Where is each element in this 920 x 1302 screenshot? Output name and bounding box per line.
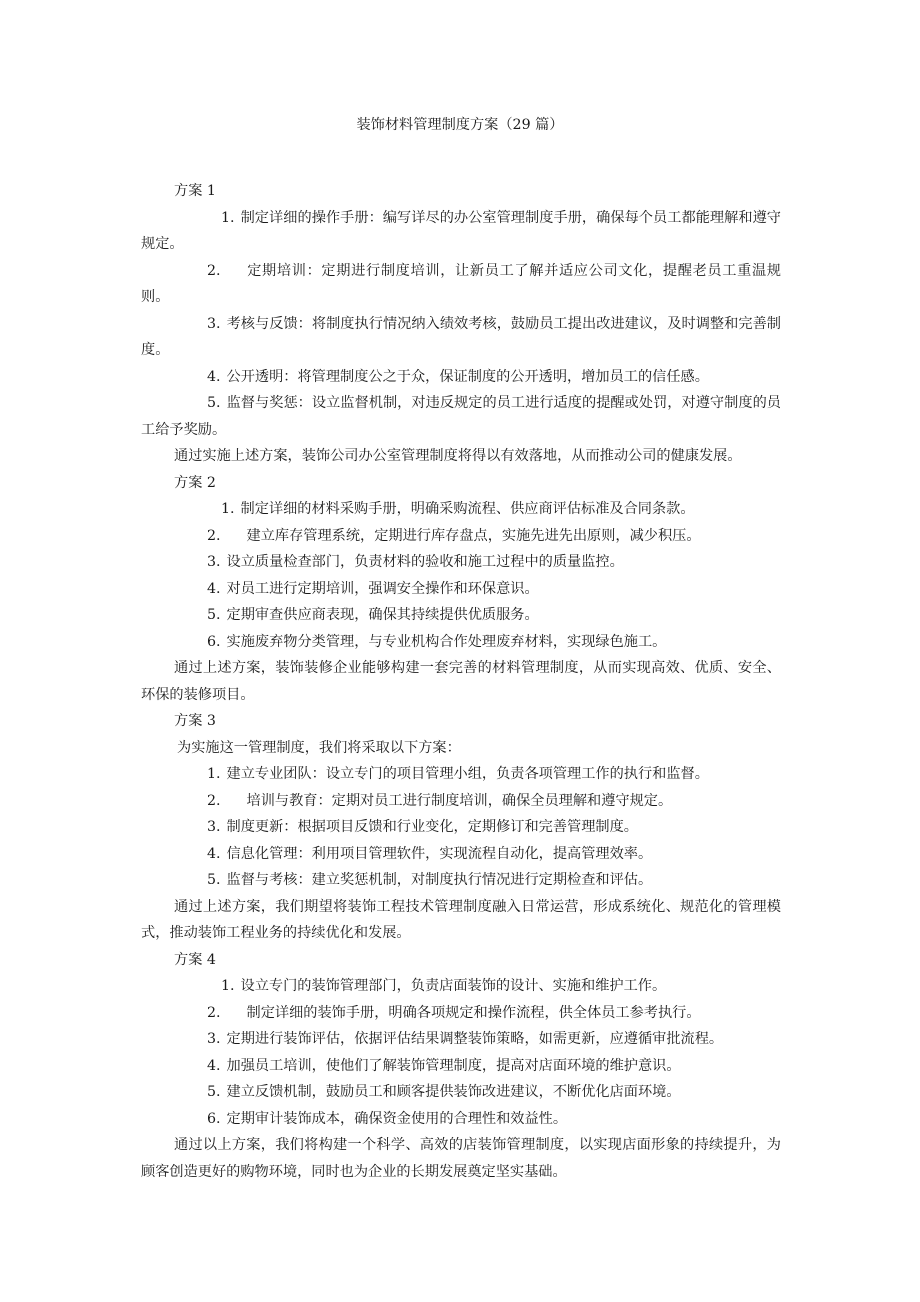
section-conclusion: 通过实施上述方案，装饰公司办公室管理制度将得以有效落地，从而推动公司的健康发展。 bbox=[174, 448, 742, 464]
item-text: 定期审计装饰成本，确保资金使用的合理性和效益性。 bbox=[226, 1110, 568, 1127]
list-item bbox=[141, 311, 781, 364]
item-number: 2. bbox=[207, 262, 221, 279]
section-intro: 为实施这一管理制度，我们将采取以下方案： bbox=[177, 739, 461, 756]
item-number: 5. bbox=[207, 1084, 221, 1100]
item-text: 制定详细的材料采购手册，明确采购流程、供应商评估标准及合同条款。 bbox=[240, 501, 695, 517]
item-text: 考核与反馈：将制度执行情况纳入绩效考核，鼓励员工提出改进建议，及时调整和完善制度。 bbox=[141, 315, 781, 358]
section-heading: 方案 4 bbox=[174, 951, 216, 968]
item-number: 1. bbox=[221, 501, 235, 517]
item-number: 2. bbox=[207, 792, 221, 809]
item-text: 建立反馈机制，鼓励员工和顾客提供装饰改进建议，不断优化店面环境。 bbox=[226, 1084, 681, 1100]
list-item bbox=[141, 364, 781, 391]
list-item bbox=[141, 496, 781, 523]
item-number: 6. bbox=[207, 1110, 221, 1127]
list-item bbox=[141, 973, 781, 1000]
item-text: 制度更新：根据项目反馈和行业变化，定期修订和完善管理制度。 bbox=[226, 819, 638, 835]
item-text: 设立专门的装饰管理部门，负责店面装饰的设计、实施和维护工作。 bbox=[240, 978, 667, 994]
item-text: 监督与奖惩：设立监督机制，对违反规定的员工进行适度的提醒或处罚，对遵守制度的员工给予奖励。 bbox=[141, 395, 781, 438]
section-heading: 方案 1 bbox=[174, 183, 216, 199]
item-text: 制定详细的操作手册：编写详尽的办公室管理制度手册，确保每个员工都能理解和遵守规定。 bbox=[141, 209, 781, 252]
item-text: 定期进行装饰评估，依据评估结果调整装饰策略，如需更新，应遵循审批流程。 bbox=[226, 1031, 724, 1047]
item-number: 1. bbox=[221, 978, 235, 994]
document-title: 装饰材料管理制度方案（29 篇） bbox=[356, 117, 564, 133]
item-number: 2. bbox=[207, 1004, 221, 1021]
item-number: 3. bbox=[207, 1031, 221, 1047]
section-conclusion: 通过以上方案，我们将构建一个科学、高效的店装饰管理制度，以实现店面形象的持续提升，为顾客创造更好的购物环境，同时也为企业的长期发展奠定坚实基础。 bbox=[141, 1137, 781, 1180]
item-text: 建立库存管理系统，定期进行库存盘点，实施先进先出原则，减少积压。 bbox=[246, 527, 701, 544]
item-text: 公开透明：将管理制度公之于众，保证制度的公开透明，增加员工的信任感。 bbox=[226, 368, 709, 385]
item-text: 定期审查供应商表现，确保其持续提供优质服务。 bbox=[226, 607, 539, 623]
item-number: 5. bbox=[207, 607, 221, 623]
section-heading: 方案 3 bbox=[174, 713, 216, 729]
item-text: 监督与考核：建立奖惩机制，对制度执行情况进行定期检查和评估。 bbox=[226, 872, 653, 888]
document-body bbox=[141, 178, 781, 1185]
item-text: 建立专业团队：设立专门的项目管理小组，负责各项管理工作的执行和监督。 bbox=[226, 766, 709, 782]
item-number: 6. bbox=[207, 633, 221, 650]
item-text: 对员工进行定期培训，强调安全操作和环保意识。 bbox=[226, 580, 539, 597]
list-item bbox=[141, 258, 781, 311]
list-item bbox=[141, 390, 781, 443]
item-number: 2. bbox=[207, 527, 221, 544]
list-item bbox=[141, 867, 781, 894]
item-number: 4. bbox=[207, 580, 221, 597]
item-text: 定期培训：定期进行制度培训，让新员工了解并适应公司文化，提醒老员工重温规则。 bbox=[141, 262, 781, 305]
item-text: 信息化管理：利用项目管理软件，实现流程自动化，提高管理效率。 bbox=[226, 845, 653, 862]
item-number: 1. bbox=[221, 209, 235, 226]
item-number: 5. bbox=[207, 395, 221, 411]
item-text: 培训与教育：定期对员工进行制度培训，确保全员理解和遵守规定。 bbox=[246, 792, 673, 809]
section-conclusion: 通过上述方案，装饰装修企业能够构建一套完善的材料管理制度，从而实现高效、优质、安全、环保的装修项目。 bbox=[141, 660, 781, 703]
item-text: 加强员工培训，使他们了解装饰管理制度，提高对店面环境的维护意识。 bbox=[226, 1057, 681, 1074]
list-item bbox=[141, 629, 781, 656]
item-number: 4. bbox=[207, 1057, 221, 1074]
list-item bbox=[141, 1026, 781, 1053]
item-number: 4. bbox=[207, 845, 221, 862]
list-item bbox=[141, 761, 781, 788]
item-text: 设立质量检查部门，负责材料的验收和施工过程中的质量监控。 bbox=[226, 554, 624, 570]
item-number: 3. bbox=[207, 554, 221, 570]
item-number: 3. bbox=[207, 819, 221, 835]
list-item bbox=[141, 841, 781, 868]
list-item bbox=[141, 523, 781, 550]
list-item bbox=[141, 814, 781, 841]
item-number: 3. bbox=[207, 315, 221, 332]
list-item bbox=[141, 1053, 781, 1080]
item-number: 5. bbox=[207, 872, 221, 888]
item-number: 1. bbox=[207, 766, 221, 782]
list-item bbox=[141, 602, 781, 629]
list-item bbox=[141, 788, 781, 815]
list-item bbox=[141, 576, 781, 603]
list-item bbox=[141, 1000, 781, 1027]
item-number: 4. bbox=[207, 368, 221, 385]
list-item bbox=[141, 1079, 781, 1106]
item-text: 制定详细的装饰手册，明确各项规定和操作流程，供全体员工参考执行。 bbox=[246, 1004, 701, 1021]
section-heading: 方案 2 bbox=[174, 474, 216, 491]
list-item bbox=[141, 205, 781, 258]
list-item bbox=[141, 549, 781, 576]
list-item bbox=[141, 1106, 781, 1133]
section-conclusion: 通过上述方案，我们期望将装饰工程技术管理制度融入日常运营，形成系统化、规范化的管理模式，推动装饰工程业务的持续优化和发展。 bbox=[141, 898, 781, 941]
item-text: 实施废弃物分类管理，与专业机构合作处理废弃材料，实现绿色施工。 bbox=[226, 633, 667, 650]
